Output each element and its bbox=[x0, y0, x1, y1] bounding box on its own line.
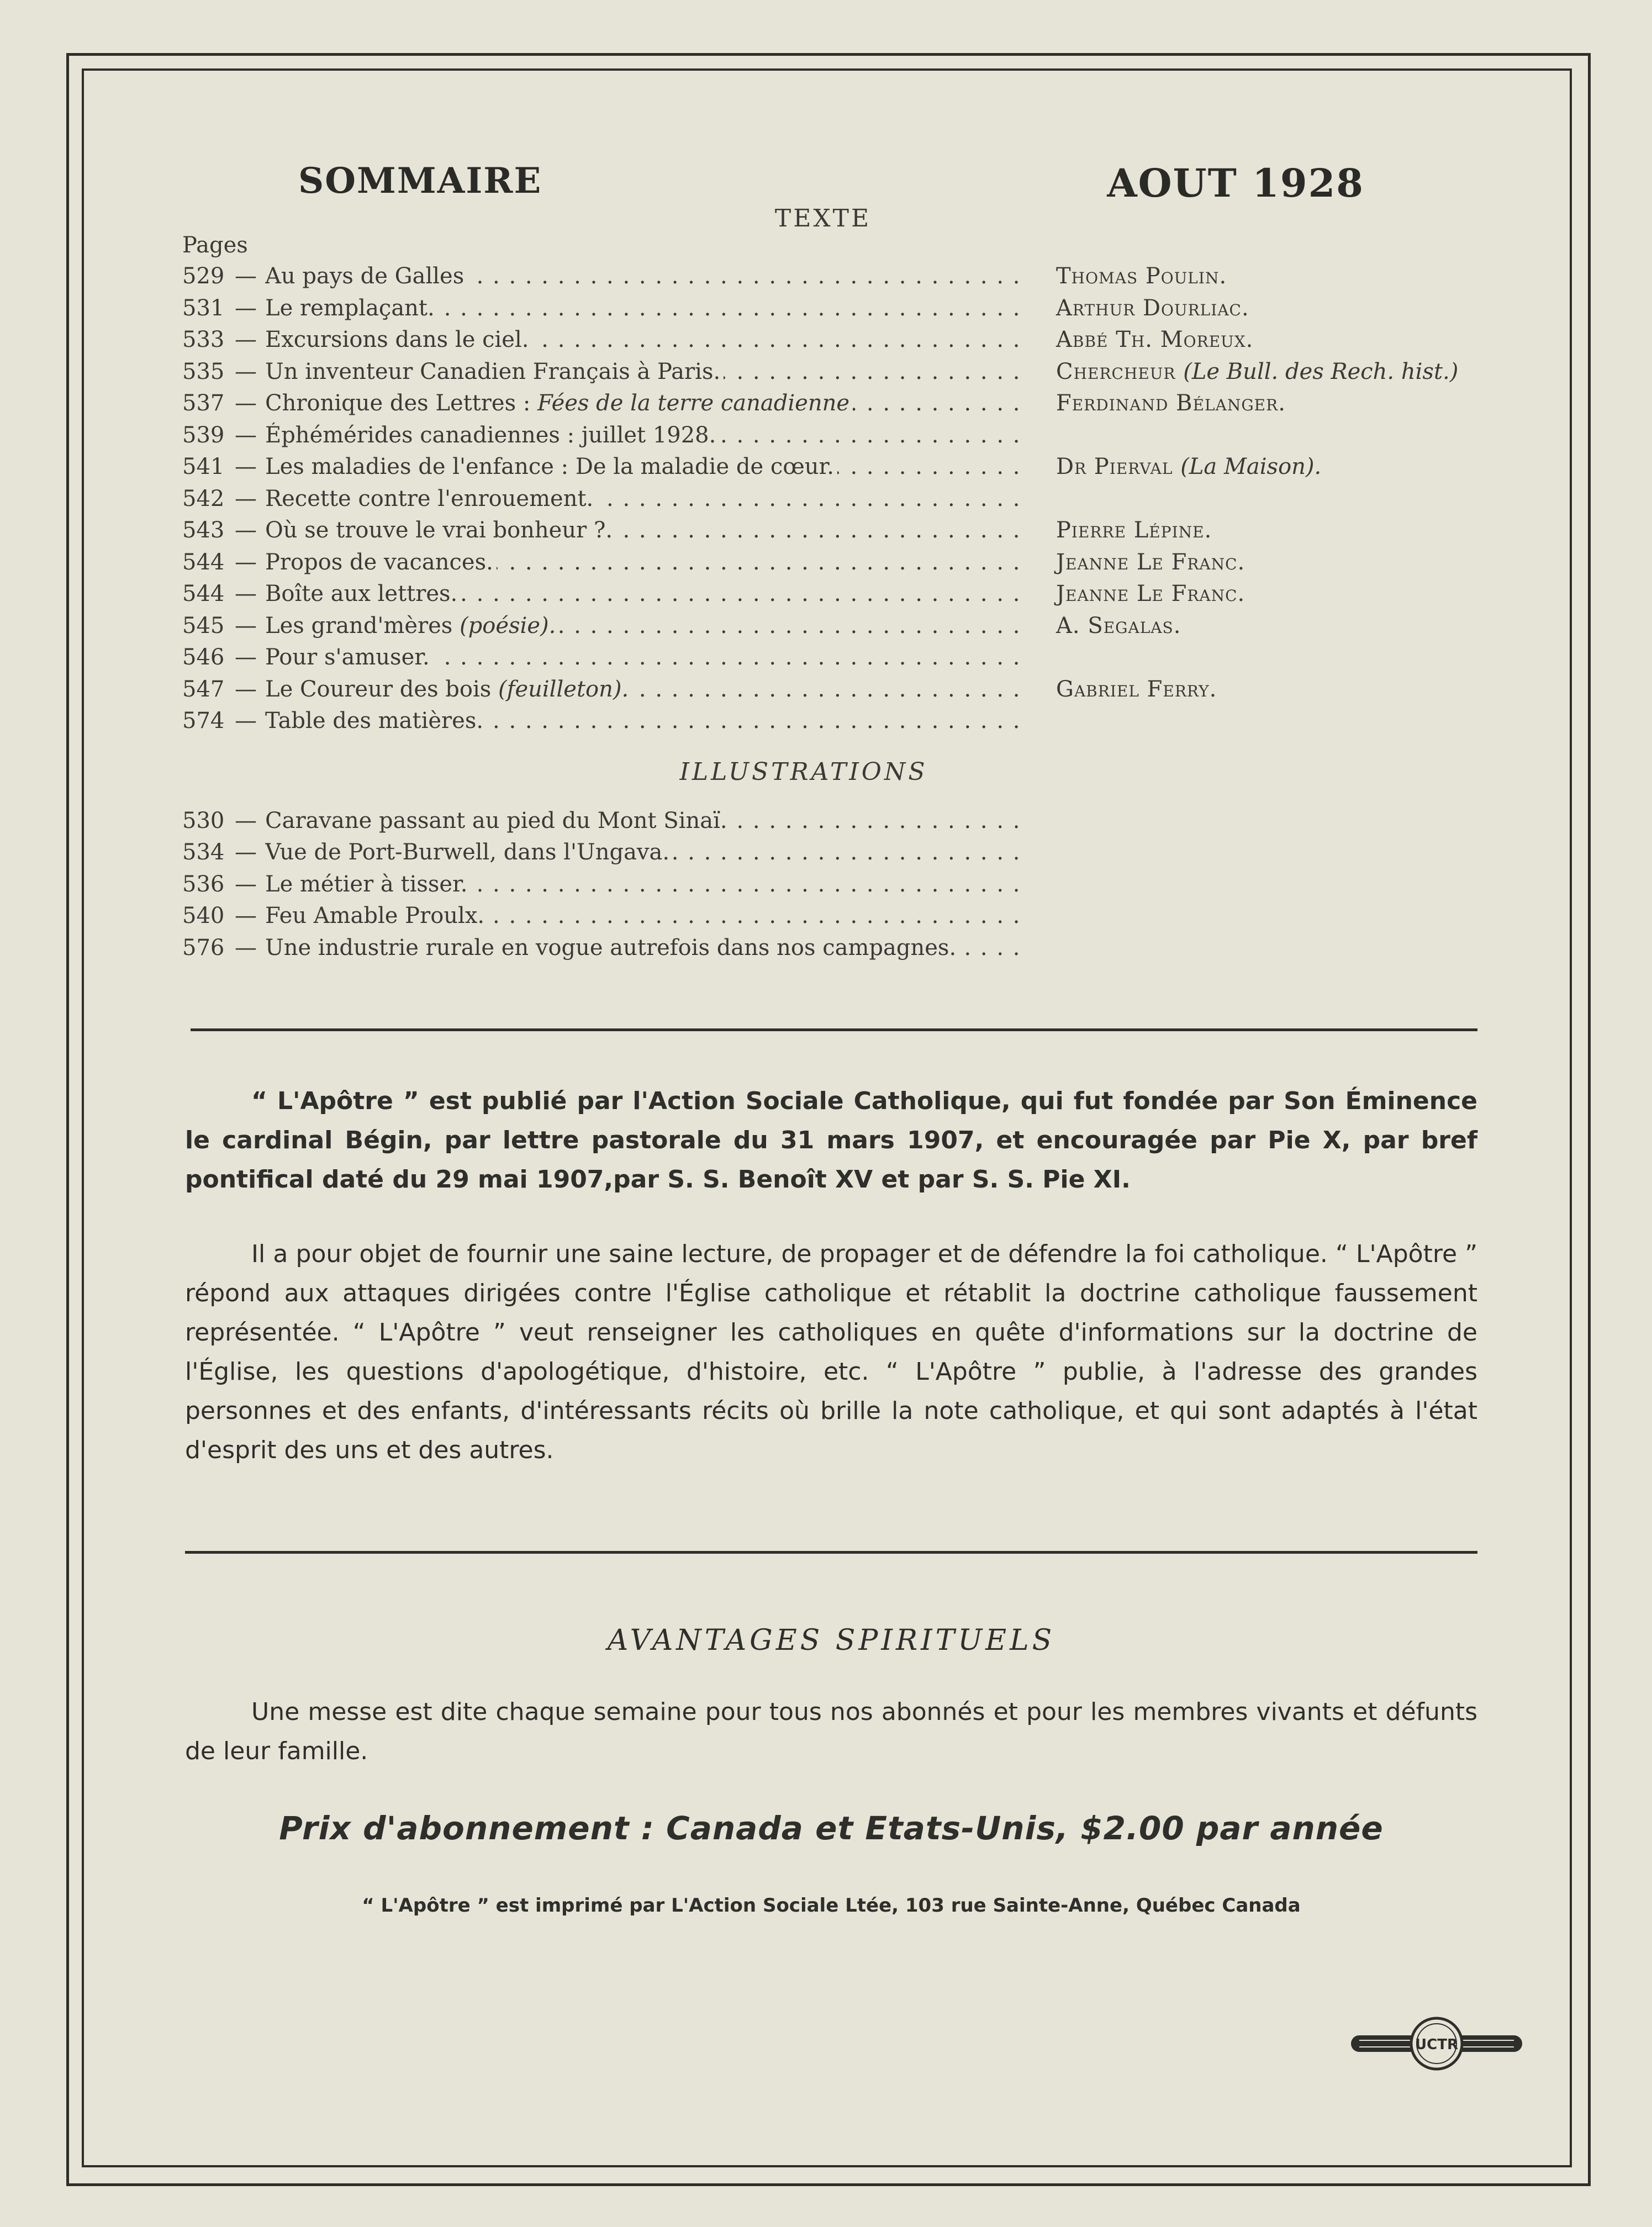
dash: — bbox=[235, 840, 257, 865]
dash: — bbox=[235, 327, 257, 352]
entry-title bbox=[265, 263, 467, 289]
dash: — bbox=[235, 581, 257, 606]
entry-title-wrap bbox=[265, 872, 1027, 897]
entry-title-text: Table des matières. bbox=[265, 708, 484, 733]
illustration-row bbox=[182, 935, 1480, 967]
logo-text: UCTR bbox=[1415, 2036, 1458, 2053]
page-number: 546 bbox=[182, 645, 225, 670]
entry-title bbox=[265, 581, 461, 606]
dash: — bbox=[235, 903, 257, 928]
dash: — bbox=[235, 935, 257, 961]
divider-rule bbox=[191, 1028, 1477, 1031]
toc-row bbox=[182, 581, 1480, 613]
entry-title-text: Où se trouve le vrai bonheur ?. bbox=[265, 518, 613, 543]
entry-title bbox=[265, 613, 559, 638]
entry-author-note: (La Maison). bbox=[1180, 454, 1322, 479]
avantages-text: Une messe est dite chaque semaine pour tous nos abonnés et pour les membres vivants et défunts de leur famille. bbox=[185, 1698, 1477, 1765]
toc-row bbox=[182, 454, 1480, 486]
entry-title-text: Le Coureur des bois bbox=[265, 676, 492, 702]
entry-title bbox=[265, 708, 487, 733]
dash: — bbox=[235, 549, 257, 575]
subscription-price: Prix d'abonnement : Canada et Etats-Unis, $2.00 par année bbox=[279, 1809, 1384, 1847]
entry-author-name: Dr Pierval bbox=[1056, 454, 1173, 479]
dash: — bbox=[235, 613, 257, 638]
page-number: 539 bbox=[182, 422, 225, 448]
about-paragraph-2: Il a pour objet de fournir une saine lecture, de propager et de défendre la foi catholique. “ L'Apôtre ” répond aux attaques dirigées contre l'Église catholique et rétablit la doctrine catholique faussement représentée. “ L'Apôtre ” veut renseigner les catholiques en quête d'informations sur la doctrine de l'Église, les questions d'apologétique, d'histoire, etc. “ L'Apôtre ” publie, à l'adresse des grandes personnes et des enfants, d'intéressants récits où brille la note catholique, et qui sont adaptés à l'état d'esprit des uns et des autres. bbox=[185, 1240, 1477, 1464]
entry-title-wrap bbox=[265, 708, 1027, 733]
entry-author bbox=[1027, 613, 1480, 638]
entry-title-text: Éphémérides canadiennes : juillet 1928. bbox=[265, 422, 716, 448]
illustration-row bbox=[182, 903, 1480, 935]
page-number: 540 bbox=[182, 903, 225, 928]
entry-title-wrap bbox=[265, 263, 1027, 289]
entry-author bbox=[1027, 677, 1480, 702]
illustration-row bbox=[182, 840, 1480, 872]
entry-title bbox=[265, 295, 438, 321]
entry-title-text: Le remplaçant. bbox=[265, 295, 435, 321]
entry-author bbox=[1027, 518, 1480, 543]
entry-title-wrap bbox=[265, 454, 1027, 479]
entry-author-note: (Le Bull. des Rech. hist.) bbox=[1183, 358, 1459, 384]
toc-row bbox=[182, 550, 1480, 582]
entry-author bbox=[1027, 454, 1480, 479]
entry-title-wrap bbox=[265, 808, 1027, 833]
entry-author-name: Jeanne Le Franc. bbox=[1056, 549, 1245, 575]
illustrations-list bbox=[182, 808, 1480, 967]
entry-title bbox=[265, 518, 616, 543]
page-number: 547 bbox=[182, 676, 225, 702]
page-number: 541 bbox=[182, 454, 225, 479]
entry-title-text: Excursions dans le ciel. bbox=[265, 327, 529, 352]
entry-title-text: Les maladies de l'enfance : De la maladie de cœur. bbox=[265, 454, 834, 479]
entry-title-wrap bbox=[265, 645, 1027, 670]
page-number: 542 bbox=[182, 485, 225, 511]
about-section bbox=[185, 1081, 1477, 1470]
page-number: 535 bbox=[182, 358, 225, 384]
entry-author bbox=[1027, 295, 1480, 321]
toc-row bbox=[182, 423, 1480, 455]
entry-author-name: A. Segalas. bbox=[1056, 613, 1181, 638]
page-number: 531 bbox=[182, 295, 225, 321]
entry-author-name: Abbé Th. Moreux. bbox=[1056, 327, 1254, 352]
toc-row bbox=[182, 518, 1480, 550]
entry-title-wrap bbox=[265, 581, 1027, 606]
page-content bbox=[182, 160, 1480, 967]
toc-row bbox=[182, 645, 1480, 677]
page-number: 530 bbox=[182, 808, 225, 833]
entry-title-wrap bbox=[265, 550, 1027, 575]
entry-title bbox=[265, 840, 673, 865]
toc-row bbox=[182, 677, 1480, 709]
toc-row bbox=[182, 295, 1480, 328]
header bbox=[182, 160, 1480, 221]
dash: — bbox=[235, 422, 257, 448]
page-number: 576 bbox=[182, 935, 225, 961]
page-number: 544 bbox=[182, 581, 225, 606]
entry-author-name: Chercheur bbox=[1056, 358, 1176, 384]
entry-title bbox=[265, 423, 719, 448]
entry-title-italic: Fées de la terre canadienne bbox=[537, 390, 850, 416]
illustration-row bbox=[182, 872, 1480, 904]
entry-title-text: Vue de Port-Burwell, dans l'Ungava. bbox=[265, 840, 670, 865]
page-number: 537 bbox=[182, 390, 225, 416]
illustrations-heading: ILLUSTRATIONS bbox=[679, 757, 928, 786]
toc-row bbox=[182, 263, 1480, 295]
entry-author bbox=[1027, 390, 1480, 416]
toc-row bbox=[182, 327, 1480, 359]
entry-title bbox=[265, 390, 853, 416]
dash: — bbox=[235, 518, 257, 543]
entry-title-wrap bbox=[265, 518, 1027, 543]
entry-title-wrap bbox=[265, 935, 1027, 961]
entry-title-wrap bbox=[265, 359, 1027, 384]
page-number: 574 bbox=[182, 708, 225, 733]
entry-title-wrap bbox=[265, 295, 1027, 321]
about-paragraph-1: “ L'Apôtre ” est publié par l'Action Sociale Catholique, qui fut fondée par Son Éminence le cardinal Bégin, par lettre pastorale du 31 mars 1907, et encouragée par Pie X, par bref pontifical daté du 29 mai 1907,par S. S. Benoît XV et par S. S. Pie XI. bbox=[185, 1087, 1477, 1194]
dash: — bbox=[235, 263, 257, 289]
page-number: 536 bbox=[182, 871, 225, 897]
entry-title-text: Feu Amable Proulx. bbox=[265, 903, 485, 928]
entry-title-italic: (poésie). bbox=[460, 613, 556, 638]
entry-title-italic: (feuilleton). bbox=[498, 676, 629, 702]
page-number: 543 bbox=[182, 518, 225, 543]
entry-title-text: Boîte aux lettres. bbox=[265, 581, 458, 606]
entry-author bbox=[1027, 327, 1480, 352]
entry-title-wrap bbox=[265, 390, 1027, 416]
toc-row bbox=[182, 708, 1480, 740]
page-number: 545 bbox=[182, 613, 225, 638]
entry-title-wrap bbox=[265, 486, 1027, 511]
page-number: 534 bbox=[182, 840, 225, 865]
dash: — bbox=[235, 485, 257, 511]
toc-row bbox=[182, 359, 1480, 391]
entry-title-text: Recette contre l'enrouement. bbox=[265, 485, 594, 511]
page-title: SOMMAIRE bbox=[298, 160, 542, 202]
entry-title bbox=[265, 872, 471, 897]
entry-author bbox=[1027, 581, 1480, 606]
entry-author-name: Pierre Lépine. bbox=[1056, 518, 1212, 543]
entry-title-wrap bbox=[265, 903, 1027, 928]
entry-title-text: Une industrie rurale en vogue autrefois dans nos campagnes. bbox=[265, 935, 957, 961]
pages-label: Pages bbox=[182, 233, 248, 258]
entry-title bbox=[265, 454, 837, 479]
entry-title-wrap bbox=[265, 613, 1027, 638]
entry-author-name: Thomas Poulin. bbox=[1056, 263, 1227, 289]
page-number: 533 bbox=[182, 327, 225, 352]
page-number: 529 bbox=[182, 263, 225, 289]
entry-title bbox=[265, 903, 488, 928]
entry-title bbox=[265, 645, 433, 670]
printer-credit: “ L'Apôtre ” est imprimé par L'Action Sociale Ltée, 103 rue Sainte-Anne, Québec Canada bbox=[362, 1894, 1301, 1917]
entry-title-text: Un inventeur Canadien Français à Paris. bbox=[265, 358, 721, 384]
entry-author bbox=[1027, 550, 1480, 575]
entry-title-wrap bbox=[265, 327, 1027, 352]
entry-title-text: Propos de vacances. bbox=[265, 549, 493, 575]
entry-author bbox=[1027, 359, 1480, 384]
entry-title-text: Pour s'amuser. bbox=[265, 645, 430, 670]
entry-title bbox=[265, 486, 597, 511]
toc-row bbox=[182, 613, 1480, 645]
entry-author-name: Arthur Dourliac. bbox=[1056, 295, 1249, 321]
toc-row bbox=[182, 486, 1480, 518]
page-number: 544 bbox=[182, 549, 225, 575]
dash: — bbox=[235, 454, 257, 479]
toc-list bbox=[182, 263, 1480, 740]
entry-title-text: Au pays de Galles bbox=[265, 263, 465, 289]
dash: — bbox=[235, 358, 257, 384]
entry-title bbox=[265, 327, 532, 352]
dash: — bbox=[235, 708, 257, 733]
entry-title-text: Les grand'mères bbox=[265, 613, 453, 638]
dash: — bbox=[235, 390, 257, 416]
entry-author bbox=[1027, 263, 1480, 289]
dash: — bbox=[235, 295, 257, 321]
section-heading-texte: TEXTE bbox=[774, 204, 872, 233]
dash: — bbox=[235, 871, 257, 897]
avantages-heading: AVANTAGES SPIRITUELS bbox=[607, 1624, 1055, 1657]
dash: — bbox=[235, 645, 257, 670]
union-label-logo bbox=[1348, 2016, 1525, 2071]
dash: — bbox=[235, 676, 257, 702]
divider-rule bbox=[185, 1551, 1477, 1554]
entry-title-wrap bbox=[265, 840, 1027, 865]
entry-title bbox=[265, 550, 497, 575]
entry-title-text: Caravane passant au pied du Mont Sinaï. bbox=[265, 808, 727, 833]
entry-title bbox=[265, 677, 632, 702]
entry-title bbox=[265, 808, 731, 833]
entry-title bbox=[265, 935, 959, 961]
avantages-section bbox=[185, 1624, 1477, 1917]
toc-row bbox=[182, 390, 1480, 423]
entry-author-name: Gabriel Ferry. bbox=[1056, 676, 1217, 702]
entry-title-wrap bbox=[265, 677, 1027, 702]
entry-author-name: Jeanne Le Franc. bbox=[1056, 581, 1245, 606]
entry-title-text: Chronique des Lettres : bbox=[265, 390, 531, 416]
entry-title bbox=[265, 359, 724, 384]
illustration-row bbox=[182, 808, 1480, 840]
dash: — bbox=[235, 808, 257, 833]
entry-title-wrap bbox=[265, 423, 1027, 448]
entry-title-text: Le métier à tisser. bbox=[265, 871, 468, 897]
entry-author-name: Ferdinand Bélanger. bbox=[1056, 390, 1286, 416]
issue-date: AOUT 1928 bbox=[1107, 160, 1364, 206]
